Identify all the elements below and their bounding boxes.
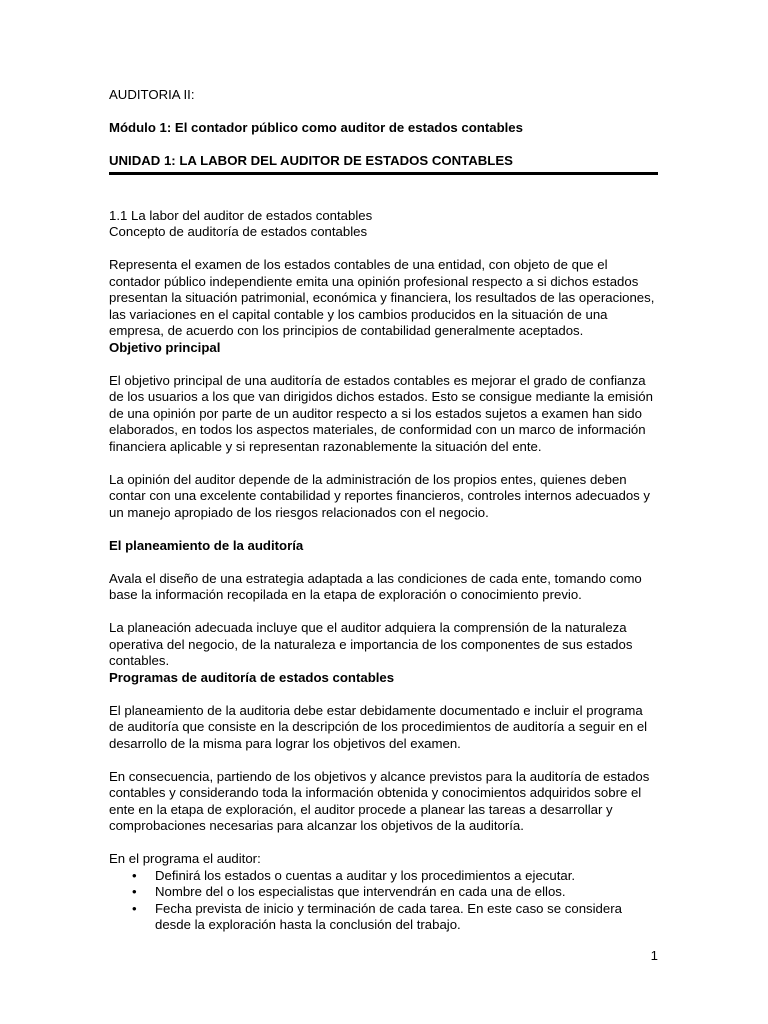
course-title: AUDITORIA II: bbox=[109, 87, 195, 102]
spacer bbox=[109, 686, 658, 703]
spacer bbox=[109, 554, 658, 571]
list-item-text: Nombre del o los especialistas que intervendrán en cada una de ellos. bbox=[155, 884, 566, 899]
module-title: Módulo 1: El contador público como auditor de estados contables bbox=[109, 120, 523, 135]
bullet-icon: • bbox=[132, 867, 137, 883]
list-item-text: Definirá los estados o cuentas a auditar y los procedimientos a ejecutar. bbox=[155, 867, 576, 883]
objective-heading: Objetivo principal bbox=[109, 339, 221, 355]
section-subheading: Concepto de auditoría de estados contables bbox=[109, 224, 368, 239]
document-body bbox=[109, 87, 658, 934]
objective-paragraph-2: La opinión del auditor depende de la administración de los propios entes, quienes deben contar con una excelente contabilidad y reportes financieros, controles internos adecuados y un manejo apropiado de los riesgos relacionados con el negocio. bbox=[109, 471, 651, 520]
bullet-icon: • bbox=[132, 900, 137, 916]
program-intro: En el programa el auditor: bbox=[109, 851, 261, 866]
planning-paragraph-1: Avala el diseño de una estrategia adaptada a las condiciones de cada ente, tomando como base la información recopilada en la etapa de exploración o conocimiento previo. bbox=[109, 570, 642, 602]
spacer bbox=[109, 835, 658, 852]
objective-paragraph-1: El objetivo principal de una auditoría de estados contables es mejorar el grado de confianza de los usuarios a los que van dirigidos dichos estados. Esto se consigue mediante la emisión de una opinión por parte de un auditor respecto a si los estados sujetos a examen han sido elaborados, en todos los aspectos materiales, de conformidad con un marco de información financiera aplicable y si representan razonablemente la situación del ente. bbox=[109, 372, 653, 454]
unit-title: UNIDAD 1: LA LABOR DEL AUDITOR DE ESTADOS CONTABLES bbox=[109, 153, 658, 175]
spacer bbox=[109, 752, 658, 769]
list-item bbox=[109, 901, 658, 934]
concept-paragraph: Representa el examen de los estados contables de una entidad, con objeto de que el contador público independiente emita una opinión profesional respecto a si dichos estados presentan la situación patrimonial, económica y financiera, los resultados de las operaciones, las variaciones en el capital contable y los cambios producidos en la situación de una empresa, de acuerdo con los principios de contabilidad generalmente aceptados. bbox=[109, 257, 655, 338]
bullet-icon: • bbox=[132, 884, 137, 899]
spacer bbox=[109, 604, 658, 621]
list-item bbox=[109, 884, 658, 901]
spacer bbox=[109, 455, 658, 472]
planning-paragraph-2: La planeación adecuada incluye que el auditor adquiera la comprensión de la naturaleza operativa del negocio, de la naturaleza e importancia de los componentes de sus estados contables. bbox=[109, 620, 633, 668]
programs-heading: Programas de auditoría de estados contables bbox=[109, 669, 395, 685]
spacer bbox=[109, 521, 658, 538]
section-heading: 1.1 La labor del auditor de estados contables bbox=[109, 207, 373, 223]
programs-paragraph-1: El planeamiento de la auditoria debe estar debidamente documentado e incluir el programa de auditoría que consiste en la descripción de los procedimientos de auditoría a seguir en el desarrollo de la misma para lograr los objetivos del examen. bbox=[109, 702, 648, 751]
list-item bbox=[109, 868, 658, 885]
program-bullet-list bbox=[109, 868, 658, 934]
list-item-text: Fecha prevista de inicio y terminación de cada tarea. En este caso se considera desde la exploración hasta la conclusión del trabajo. bbox=[155, 900, 622, 932]
spacer bbox=[109, 241, 658, 258]
planning-heading: El planeamiento de la auditoría bbox=[109, 537, 304, 553]
spacer bbox=[109, 356, 658, 373]
programs-paragraph-2: En consecuencia, partiendo de los objetivos y alcance previstos para la auditoría de estados contables y considerando toda la información obtenida y conocimientos adquiridos sobre el ente en la etapa de exploración, el auditor procede a planear las tareas a desarrollar y comprobaciones necesarias para alcanzar los objetivos de la auditoría. bbox=[109, 768, 650, 833]
page-number: 1 bbox=[650, 948, 658, 963]
